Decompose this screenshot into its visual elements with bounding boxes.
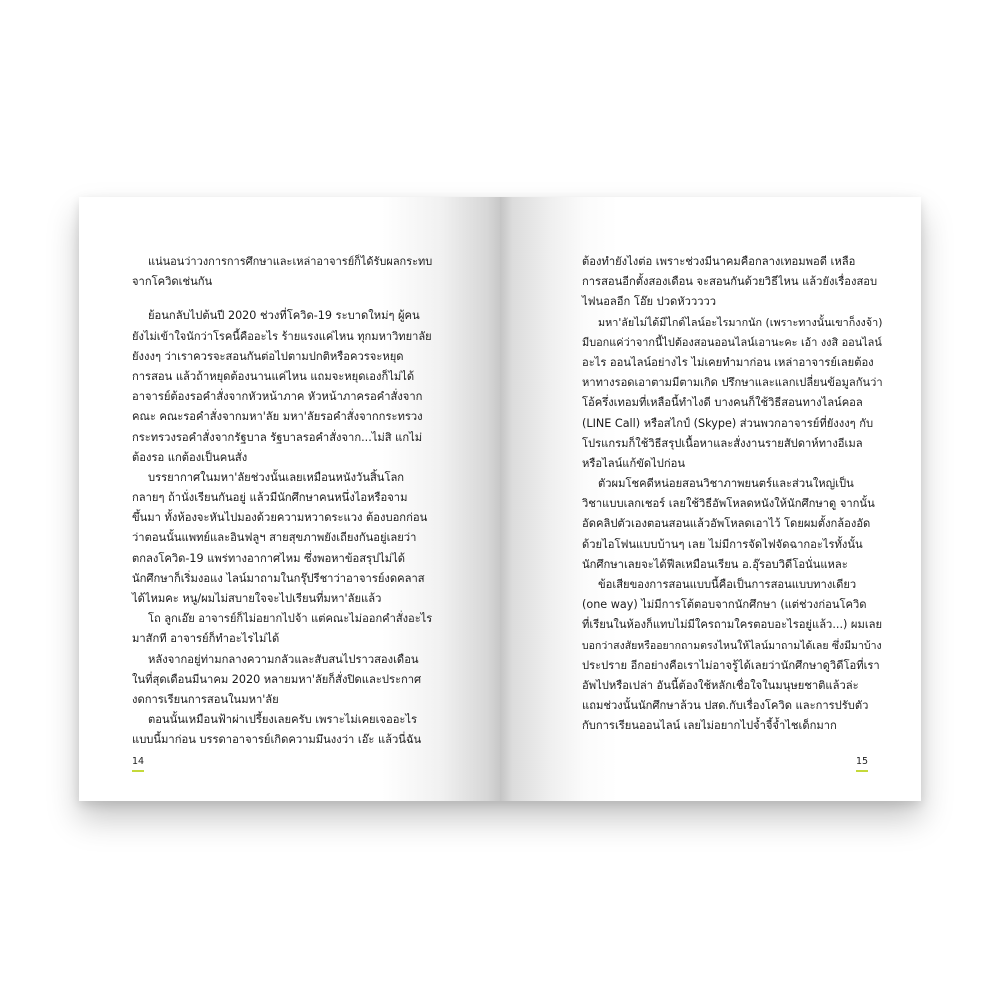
text-line: หาทางรอดเอาตามมีตามเกิด ปรึกษาและแลกเปลี่ยนข้อมูลกันว่า: [582, 376, 883, 390]
text-line: นักศึกษาเลยจะได้ฟีลเหมือนเรียน อ.อุ๊รอบวิดีโอนั่นแหละ: [582, 557, 848, 571]
text-line: การสอน แล้วถ้าหยุดต้องนานแค่ไหน แถมจะหยุดเองก็ไม่ได้: [132, 369, 415, 383]
text-line: ที่เรียนในห้องก็แทบไม่มีใครถามใครตอบอะไรอยู่แล้ว...) ผมเลย: [582, 618, 883, 632]
left-page-body: [132, 252, 432, 751]
text-line: โปรแกรมก็ใช้วิธีสรุปเนื้อหาและสั่งงานรายสัปดาห์ทางอีเมล: [582, 436, 863, 450]
left-page-number: 14: [132, 756, 145, 767]
text-line: งดการเรียนการสอนในมหา'ลัย: [132, 692, 279, 706]
text-line: โอ้ครึ่งเทอมที่เหลือนี้ทำไงดี บางคนก็ใช้วิธีสอนทางไลน์คอล: [582, 396, 863, 410]
paragraph-gap: [132, 292, 432, 306]
text-line: ข้อเสียของการสอนแบบนี้คือเป็นการสอนแบบทางเดียว: [598, 578, 857, 591]
text-line: ไฟนอลอีก โอ๊ย ปวดหัววววว: [582, 295, 717, 309]
text-line: (LINE Call) หรือสไกป์ (Skype) ส่วนพวกอาจารย์ที่ยังงงๆ กับ: [582, 416, 874, 430]
text-line: อาจารย์ต้องรอคำสั่งจากหัวหน้าภาค หัวหน้าภาครอคำสั่งจาก: [132, 390, 423, 404]
text-line: กลายๆ ถ้านั่งเรียนกันอยู่ แล้วมีนักศึกษาคนหนึ่งไอหรือจาม: [132, 491, 408, 505]
text-line: บรรยากาศในมหา'ลัยช่วงนั้นเลยเหมือนหนังวันสิ้นโลก: [148, 470, 405, 484]
left-page-number-rule: [132, 770, 144, 772]
text-line: อัพไปหรือเปล่า อันนี้ต้องใช้หลักเชื่อใจในมนุษยชาติแล้วล่ะ: [582, 678, 859, 692]
right-page-number: 15: [856, 756, 869, 767]
text-line: บอกว่าสงสัยหรืออยากถามตรงไหนให้ไลน์มาถามได้เลย ซึ่งมีมาบ้าง: [582, 639, 882, 652]
text-line: ยังไม่เข้าใจนักว่าโรคนี้คืออะไร ร้ายแรงแค่ไหน ทุกมหาวิทยาลัย: [132, 329, 432, 343]
text-line: มหา'ลัยไม่ได้มีไกด์ไลน์อะไรมากนัก (เพราะทางนั้นเขาก็งงจ้า): [598, 315, 883, 329]
text-line: ได้ไหมคะ หนู/ผมไม่สบายใจจะไปเรียนที่มหา'ลัยแล้ว: [132, 592, 382, 605]
text-line: นักศึกษาก็เริ่มงอแง ไลน์มาถามในกรุ๊ปรีชาว่าอาจารย์งดคลาส: [132, 571, 425, 585]
text-line: คณะ คณะรอคำสั่งจากมหา'ลัย มหา'ลัยรอคำสั่งจากกระทรวง: [132, 410, 423, 424]
text-line: ขึ้นมา ทั้งห้องจะหันไปมองด้วยความหวาดระแวง ต้องบอกก่อน: [132, 511, 428, 525]
text-line: มีบอกแค่ว่าจากนี้ไปต้องสอนออนไลน์เอานะคะ เอ้า งงสิ ออนไลน์: [582, 335, 882, 349]
right-page-body: [582, 252, 882, 737]
right-page: [500, 197, 921, 801]
text-line: การสอนอีกตั้งสองเดือน จะสอนกันด้วยวิธีไหน แล้วยังเรื่องสอบ: [582, 275, 878, 289]
text-line: อัดคลิปตัวเองตอนสอนแล้วอัพโหลดเอาไว้ โดยผมตั้งกล้องอัด: [582, 517, 871, 531]
text-line: ต้องทำยังไงต่อ เพราะช่วงมีนาคมคือกลางเทอมพอดี เหลือ: [582, 255, 856, 268]
text-line: ว่าตอนนั้นแพทย์และอินฟลูฯ สายสุขภาพยังเถียงกันอยู่เลยว่า: [132, 531, 417, 545]
text-line: (one way) ไม่มีการโต้ตอบจากนักศึกษา (แต่ช่วงก่อนโควิด: [582, 598, 867, 612]
text-line: กับการเรียนออนไลน์ เลยไม่อยากไปจ้ำจี้จ้ำไชเด็กมาก: [582, 719, 837, 733]
left-page: [79, 197, 500, 801]
text-line: แถมช่วงนั้นนักศึกษาล้วน ปสด.กับเรื่องโควิด และการปรับตัว: [582, 699, 869, 713]
text-line: ยังงงๆ ว่าเราควรจะสอนกันต่อไปตามปกติหรือควรจะหยุด: [132, 349, 404, 363]
text-line: วิชาแบบเลกเชอร์ เลยใช้วิธีอัพโหลดหนังให้นักศึกษาดู จากนั้น: [582, 497, 875, 511]
text-line: ด้วยไอโฟนแบบบ้านๆ เลย ไม่มีการจัดไฟจัดฉากอะไรทั้งนั้น: [582, 537, 863, 551]
text-line: ตอนนั้นเหมือนฟ้าผ่าเปรี้ยงเลยครับ เพราะไม่เคยเจออะไร: [148, 713, 418, 727]
text-line: มาสักที อาจารย์ก็ทำอะไรไม่ได้: [132, 632, 280, 646]
text-line: ประปราย อีกอย่างคือเราไม่อาจรู้ได้เลยว่านักศึกษาดูวิดีโอที่เรา: [582, 658, 880, 672]
text-line: กระทรวงรอคำสั่งจากรัฐบาล รัฐบาลรอคำสั่งจาก...ไม่สิ แกไม่: [132, 430, 423, 444]
text-line: จากโควิดเช่นกัน: [132, 275, 213, 289]
text-line: โถ ลูกเอ๊ย อาจารย์ก็ไม่อยากไปจ้า แต่คณะไม่ออกคำสั่งอะไร: [148, 612, 433, 626]
text-line: ตกลงโควิด-19 แพร่ทางอากาศไหม ซึ่งพอหาข้อสรุปไม่ได้: [132, 551, 406, 565]
text-line: แบบนี้มาก่อน บรรดาอาจารย์เกิดความมึนงงว่า เอ๊ะ แล้วนี่ฉัน: [132, 733, 422, 747]
text-line: หลังจากอยู่ท่ามกลางความกลัวและสับสนไปราวสองเดือน: [148, 652, 419, 666]
text-line: แน่นอนว่าวงการการศึกษาและเหล่าอาจารย์ก็ได้รับผลกระทบ: [148, 255, 433, 268]
text-line: ย้อนกลับไปต้นปี 2020 ช่วงที่โควิด-19 ระบาดใหม่ๆ ผู้คน: [148, 309, 420, 323]
text-line: หรือไลน์แก้ขัดไปก่อน: [582, 456, 685, 470]
text-line: อะไร ออนไลน์อย่างไร ไม่เคยทำมาก่อน เหล่าอาจารย์เลยต้อง: [582, 355, 874, 369]
text-line: ในที่สุดเดือนมีนาคม 2020 หลายมหา'ลัยก็สั่งปิดและประกาศ: [132, 672, 422, 686]
right-page-number-rule: [856, 770, 868, 772]
text-line: ตัวผมโชคดีหน่อยสอนวิชาภาพยนตร์และส่วนใหญ่เป็น: [598, 477, 854, 491]
text-line: ต้องรอ แกต้องเป็นคนสั่ง: [132, 450, 248, 464]
open-book: [79, 197, 921, 801]
